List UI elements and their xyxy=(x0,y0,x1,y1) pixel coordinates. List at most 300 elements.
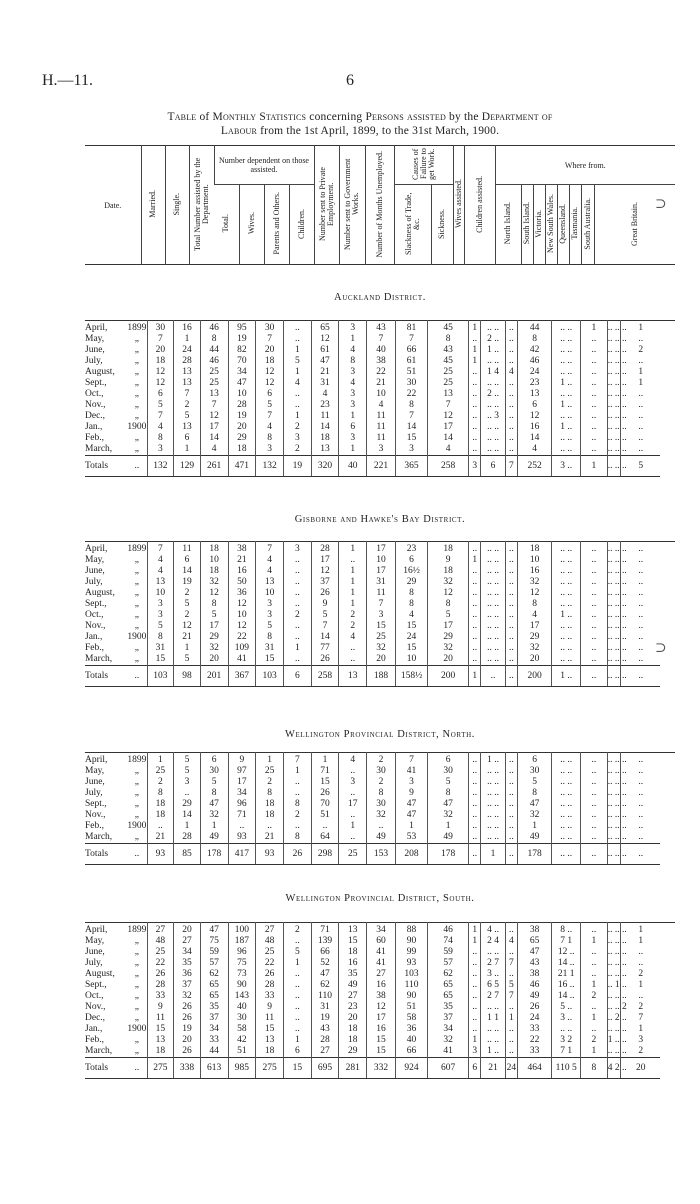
table-cell: April, xyxy=(85,544,108,554)
table-cell: 10 xyxy=(367,555,396,566)
table-cell: 13 xyxy=(200,389,228,400)
header-government-works: Number sent to Government Works. xyxy=(343,158,360,250)
table-cell: 11 xyxy=(147,1013,174,1024)
table-cell: 14 .. xyxy=(552,991,581,1002)
table-cell: 4 xyxy=(517,610,551,621)
header-children: Children. xyxy=(296,208,306,239)
table-cell: 3 xyxy=(147,444,174,456)
table-cell: .. xyxy=(621,643,661,654)
table-cell: 93 xyxy=(256,844,284,865)
table-cell: 7 xyxy=(174,389,201,400)
table-cell: 33 xyxy=(517,1046,551,1058)
table-cell: 3 xyxy=(283,433,311,444)
table-cell: 47 xyxy=(395,799,427,810)
table-cell: 71 xyxy=(311,923,339,937)
table-cell: .. .. .. xyxy=(607,542,620,556)
table-cell: Feb., xyxy=(85,821,104,831)
table-cell: „ xyxy=(134,936,139,946)
table-cell: 35 xyxy=(339,969,367,980)
table-cell: .. xyxy=(505,433,517,444)
table-cell: 2 xyxy=(621,345,661,356)
table-cell: 41 xyxy=(428,1046,469,1058)
table-cell: 14 xyxy=(311,422,339,433)
table-cell: 200 xyxy=(428,666,469,687)
table-cell: 41 xyxy=(367,947,396,958)
table-cell: .. xyxy=(283,969,311,980)
table-cell: 14 .. xyxy=(552,958,581,969)
table-cell: .. xyxy=(505,643,517,654)
table-cell: .. xyxy=(469,799,481,810)
table-cell: 17 xyxy=(200,621,228,632)
table-row xyxy=(85,577,675,588)
table-cell: 1 xyxy=(621,1024,661,1035)
table-cell: 1 .. xyxy=(552,400,581,411)
table-cell: 1 xyxy=(581,1013,608,1024)
table-cell: 18 xyxy=(256,799,284,810)
table-cell: 4 xyxy=(517,444,551,456)
table-cell: .. .. .. xyxy=(607,777,627,787)
table-cell: 1 xyxy=(339,566,367,577)
table-cell: 32 xyxy=(200,577,228,588)
table-row xyxy=(85,1035,675,1046)
table-cell: .. .. xyxy=(552,411,581,422)
table-cell: 35 xyxy=(200,1002,228,1013)
table-cell: .. .. xyxy=(481,643,505,654)
table-cell: 1 xyxy=(339,599,367,610)
table-cell: 8 xyxy=(147,788,174,799)
table-cell: 18 xyxy=(256,810,284,821)
table-cell: .. .. xyxy=(552,367,581,378)
table-cell: „ xyxy=(134,367,139,377)
table-row xyxy=(85,777,675,788)
table-cell: 25 xyxy=(200,367,228,378)
table-cell: 22 xyxy=(256,958,284,969)
table-cell: 7 xyxy=(311,621,339,632)
table-cell: „ xyxy=(134,980,139,990)
table-cell: 33 xyxy=(256,991,284,1002)
table-cell: 6 xyxy=(200,753,228,767)
table-cell: 4 xyxy=(339,753,367,767)
table-cell: 20 xyxy=(174,1035,201,1046)
table-cell: .. .. xyxy=(481,1035,505,1046)
table-cell: 1 xyxy=(469,356,481,367)
district-table xyxy=(85,752,675,865)
table-cell: .. .. xyxy=(552,389,581,400)
table-cell: .. xyxy=(621,610,661,621)
table-cell: .. xyxy=(505,810,517,821)
table-cell: 47 xyxy=(200,923,228,937)
table-cell: 15 xyxy=(256,654,284,666)
table-cell: 103 xyxy=(147,666,174,687)
table-cell: .. xyxy=(621,788,661,799)
table-cell: .. xyxy=(581,444,608,456)
table-cell: 6 xyxy=(517,400,551,411)
table-cell: 5 xyxy=(256,621,284,632)
table-cell: August, xyxy=(85,969,115,979)
district-title: Wellington Provincial District, South. xyxy=(285,893,475,904)
table-cell: .. xyxy=(621,400,661,411)
table-cell: 26 xyxy=(174,1013,201,1024)
table-cell: 6 5 xyxy=(481,980,505,991)
table-cell: .. xyxy=(621,666,661,687)
table-cell: .. xyxy=(621,777,661,788)
table-cell: 3 2 xyxy=(552,1035,581,1046)
table-cell: .. xyxy=(469,947,481,958)
table-cell: .. xyxy=(469,566,481,577)
table-cell: August, xyxy=(85,367,115,377)
table-cell: April, xyxy=(85,323,108,333)
table-cell: 6 xyxy=(481,456,505,477)
table-cell: 32 xyxy=(517,810,551,821)
table-cell: 10 xyxy=(228,610,256,621)
district-title: Wellington Provincial District, North. xyxy=(285,729,475,740)
table-cell: 49 xyxy=(367,832,396,844)
table-cell: 15 xyxy=(311,777,339,788)
table-cell: .. .. .. xyxy=(607,969,627,979)
table-cell: 65 xyxy=(200,991,228,1002)
table-cell: May, xyxy=(85,555,105,565)
table-cell: 53 xyxy=(395,832,427,844)
table-cell: 132 xyxy=(147,456,174,477)
table-row xyxy=(85,947,675,958)
table-row xyxy=(85,356,675,367)
table-cell: 7 xyxy=(200,400,228,411)
table-cell: 61 xyxy=(311,345,339,356)
table-cell: 924 xyxy=(395,1058,427,1079)
table-cell: 2 7 xyxy=(481,991,505,1002)
table-row xyxy=(85,810,675,821)
table-cell: 43 xyxy=(428,345,469,356)
table-cell: .. xyxy=(505,621,517,632)
table-row xyxy=(85,345,675,356)
table-cell: .. xyxy=(581,832,608,844)
table-cell: 22 xyxy=(147,958,174,969)
table-cell: 40 xyxy=(228,1002,256,1013)
table-cell: 8 xyxy=(517,599,551,610)
table-cell: .. .. xyxy=(552,566,581,577)
table-cell: 95 xyxy=(228,321,256,335)
table-cell: .. xyxy=(581,389,608,400)
table-cell: 3 xyxy=(395,777,427,788)
table-cell: 1 xyxy=(395,821,427,832)
table-cell: 3 xyxy=(256,444,284,456)
table-cell: .. xyxy=(581,969,608,980)
table-cell: 11 xyxy=(256,1013,284,1024)
table-cell: 38 xyxy=(517,969,551,980)
table-cell: 49 xyxy=(428,832,469,844)
table-cell: 3 xyxy=(147,610,174,621)
table-cell: 1 xyxy=(581,321,608,335)
table-cell: 16 xyxy=(174,321,201,335)
table-cell: 24 xyxy=(505,1058,517,1079)
table-cell: 5 xyxy=(283,356,311,367)
table-cell: „ xyxy=(134,577,139,587)
table-cell: 1900 xyxy=(127,632,147,642)
table-cell: 47 xyxy=(395,810,427,821)
table-cell: 27 xyxy=(339,991,367,1002)
table-cell: 3 .. xyxy=(481,969,505,980)
table-cell: 32 xyxy=(428,810,469,821)
table-cell: .. xyxy=(469,1013,481,1024)
table-cell: .. xyxy=(581,788,608,799)
table-cell: 19 xyxy=(174,577,201,588)
table-cell: 20 xyxy=(147,345,174,356)
table-cell: 100 xyxy=(228,923,256,937)
table-row xyxy=(85,411,675,422)
table-cell: 66 xyxy=(395,1046,427,1058)
margin-tick-mark: ⊃ xyxy=(655,197,667,212)
totals-row xyxy=(85,456,675,477)
table-cell: .. xyxy=(505,832,517,844)
table-row xyxy=(85,643,675,654)
table-cell: 26 xyxy=(311,788,339,799)
totals-row xyxy=(85,844,675,865)
table-cell: 6 xyxy=(256,389,284,400)
table-row xyxy=(85,610,675,621)
table-cell: 59 xyxy=(428,947,469,958)
table-cell: 8 xyxy=(517,334,551,345)
table-cell: .. xyxy=(469,378,481,389)
table-cell: „ xyxy=(134,555,139,565)
table-cell: 4 xyxy=(256,566,284,577)
table-cell: 2 xyxy=(283,610,311,621)
table-cell: 6 xyxy=(174,555,201,566)
table-row xyxy=(85,444,675,456)
table-cell: 16 xyxy=(367,1024,396,1035)
table-cell: 37 xyxy=(428,1013,469,1024)
table-cell: 66 xyxy=(311,947,339,958)
table-cell: .. xyxy=(283,1024,311,1035)
table-cell: 5 .. xyxy=(552,1002,581,1013)
table-cell: 18 xyxy=(256,1046,284,1058)
table-cell: 38 xyxy=(367,356,396,367)
table-cell: .. xyxy=(621,991,661,1002)
table-cell: 29 xyxy=(339,1046,367,1058)
table-cell: .. xyxy=(469,367,481,378)
table-cell: .. xyxy=(505,321,517,335)
table-cell: 10 xyxy=(395,654,427,666)
table-cell: 3 xyxy=(339,321,367,335)
table-cell: 4 xyxy=(147,555,174,566)
table-cell: 65 xyxy=(200,980,228,991)
table-cell: 10 xyxy=(367,389,396,400)
table-cell: 613 xyxy=(200,1058,228,1079)
table-cell: .. xyxy=(469,1024,481,1035)
table-cell: .. .. xyxy=(481,566,505,577)
table-cell: .. xyxy=(469,389,481,400)
table-cell: 1 .. .. xyxy=(607,1035,627,1045)
table-cell: 1 xyxy=(283,345,311,356)
table-cell: .. xyxy=(469,577,481,588)
table-cell: Totals xyxy=(85,1058,127,1079)
table-cell: 607 xyxy=(428,1058,469,1079)
table-cell: 65 xyxy=(517,936,551,947)
header-children-assisted: Children assisted. xyxy=(474,175,484,233)
table-cell: 3 .. xyxy=(552,1013,581,1024)
table-cell: 25 xyxy=(200,378,228,389)
table-cell: 31 xyxy=(367,577,396,588)
table-cell: .. .. xyxy=(552,632,581,643)
table-cell: 12 xyxy=(256,378,284,389)
table-cell: 1 xyxy=(581,456,608,477)
table-cell: 26 xyxy=(174,1002,201,1013)
table-cell: .. .. xyxy=(481,542,505,556)
table-cell: „ xyxy=(134,433,139,443)
table-cell: .. xyxy=(621,621,661,632)
table-cell: .. xyxy=(505,389,517,400)
table-cell: 14 xyxy=(395,422,427,433)
table-cell: 65 xyxy=(311,321,339,335)
table-cell: 3 xyxy=(147,599,174,610)
table-cell: 110 xyxy=(395,980,427,991)
table-cell: 3 xyxy=(174,777,201,788)
table-row xyxy=(85,958,675,969)
header-wives: Wives. xyxy=(246,212,256,235)
table-cell: 1 .. xyxy=(552,610,581,621)
table-cell: 96 xyxy=(228,799,256,810)
table-cell: 51 xyxy=(395,367,427,378)
table-cell: 4 xyxy=(339,345,367,356)
table-cell: 18 xyxy=(311,433,339,444)
table-cell: „ xyxy=(134,400,139,410)
table-cell: .. xyxy=(505,1002,517,1013)
table-cell: 43 xyxy=(367,321,396,335)
table-cell: .. xyxy=(469,433,481,444)
table-row xyxy=(85,766,675,777)
table-cell: 15 xyxy=(339,936,367,947)
table-cell: 19 xyxy=(174,1024,201,1035)
table-cell: 9 xyxy=(256,1002,284,1013)
title-word-by-the: by the xyxy=(449,111,479,123)
table-cell: 1899 xyxy=(127,925,147,935)
table-cell: 1 xyxy=(200,821,228,832)
table-cell: „ xyxy=(134,334,139,344)
table-cell: .. .. .. xyxy=(607,345,627,355)
table-cell: 4 xyxy=(256,422,284,433)
table-cell: .. .. .. xyxy=(607,753,620,767)
table-cell: 93 xyxy=(395,958,427,969)
table-cell: .. xyxy=(339,788,367,799)
table-cell: 93 xyxy=(228,832,256,844)
table-cell: .. xyxy=(283,555,311,566)
table-cell: 34 xyxy=(367,923,396,937)
table-cell: 19 xyxy=(311,1013,339,1024)
table-cell: 13 xyxy=(339,666,367,687)
table-cell: „ xyxy=(134,643,139,653)
table-cell: 51 xyxy=(228,1046,256,1058)
header-slackness: Slackness of Trade, &c. xyxy=(403,192,421,255)
table-cell: .. .. xyxy=(552,844,581,865)
table-cell: .. xyxy=(256,821,284,832)
table-cell: „ xyxy=(134,969,139,979)
table-cell: 61 xyxy=(395,356,427,367)
table-cell: Jan., xyxy=(85,1024,103,1034)
table-cell: 1 xyxy=(339,411,367,422)
table-cell: 11 xyxy=(367,433,396,444)
table-cell: „ xyxy=(134,991,139,1001)
table-cell: .. xyxy=(581,555,608,566)
table-cell: .. .. xyxy=(552,777,581,788)
table-cell: .. .. .. xyxy=(607,666,620,687)
table-cell: 74 xyxy=(428,936,469,947)
table-cell: 20 xyxy=(367,654,396,666)
table-cell: 90 xyxy=(228,980,256,991)
table-cell: „ xyxy=(134,378,139,388)
table-cell: 46 xyxy=(200,356,228,367)
table-cell: 62 xyxy=(200,969,228,980)
table-cell: 5 xyxy=(174,411,201,422)
table-cell: 51 xyxy=(311,810,339,821)
table-cell: 11 xyxy=(367,422,396,433)
table-cell: 44 xyxy=(200,1046,228,1058)
table-cell: .. .. .. xyxy=(607,947,627,957)
title-word-concerning: concerning xyxy=(309,111,363,123)
table-cell: June, xyxy=(85,566,105,576)
table-cell: 1 xyxy=(505,1013,517,1024)
table-row xyxy=(85,1002,675,1013)
table-cell: 2 7 xyxy=(481,958,505,969)
table-cell: 2 xyxy=(174,588,201,599)
table-cell: 99 xyxy=(395,947,427,958)
table-cell: 49 xyxy=(517,832,551,844)
table-cell: 187 xyxy=(228,936,256,947)
table-cell: .. xyxy=(621,632,661,643)
table-cell: 1 xyxy=(621,321,661,335)
table-cell: .. xyxy=(621,832,661,844)
table-cell: 3 xyxy=(339,367,367,378)
table-cell: 1899 xyxy=(127,323,147,333)
table-cell: .. .. .. xyxy=(607,610,627,620)
table-cell: 17 xyxy=(367,542,396,556)
table-cell: 8 xyxy=(256,433,284,444)
table-cell: .. .. xyxy=(481,610,505,621)
table-cell: 18 xyxy=(147,799,174,810)
table-cell: .. xyxy=(505,1035,517,1046)
table-row xyxy=(85,389,675,400)
table-cell: 21 1 xyxy=(552,969,581,980)
table-cell: .. xyxy=(283,621,311,632)
table-cell: .. xyxy=(505,788,517,799)
header-months-unemployed: Number of Months Unemployed. xyxy=(374,150,384,258)
table-cell: 4 xyxy=(256,555,284,566)
table-cell: 15 xyxy=(147,1024,174,1035)
table-cell: 25 xyxy=(147,947,174,958)
table-cell: .. xyxy=(469,753,481,767)
table-cell: 252 xyxy=(517,456,551,477)
table-cell: .. xyxy=(621,844,661,865)
table-cell: „ xyxy=(134,654,139,664)
table-cell: 158½ xyxy=(395,666,427,687)
table-cell: 34 xyxy=(174,947,201,958)
table-cell: 2 xyxy=(621,1046,661,1058)
table-row xyxy=(85,621,675,632)
table-cell: 13 xyxy=(147,1035,174,1046)
table-cell: 110 xyxy=(311,991,339,1002)
table-cell: .. xyxy=(581,422,608,433)
table-cell: 34 xyxy=(200,1024,228,1035)
table-cell: .. xyxy=(228,821,256,832)
table-cell: .. .. .. xyxy=(607,936,627,946)
table-cell: .. xyxy=(581,411,608,422)
table-row xyxy=(85,799,675,810)
title-word-of: of xyxy=(199,111,210,123)
table-cell: Totals xyxy=(85,844,127,865)
table-cell: 13 xyxy=(256,577,284,588)
table-cell: June, xyxy=(85,947,105,957)
table-cell: .. 1 .. xyxy=(607,980,627,990)
table-cell: .. xyxy=(581,1002,608,1013)
table-cell: 20 xyxy=(200,654,228,666)
